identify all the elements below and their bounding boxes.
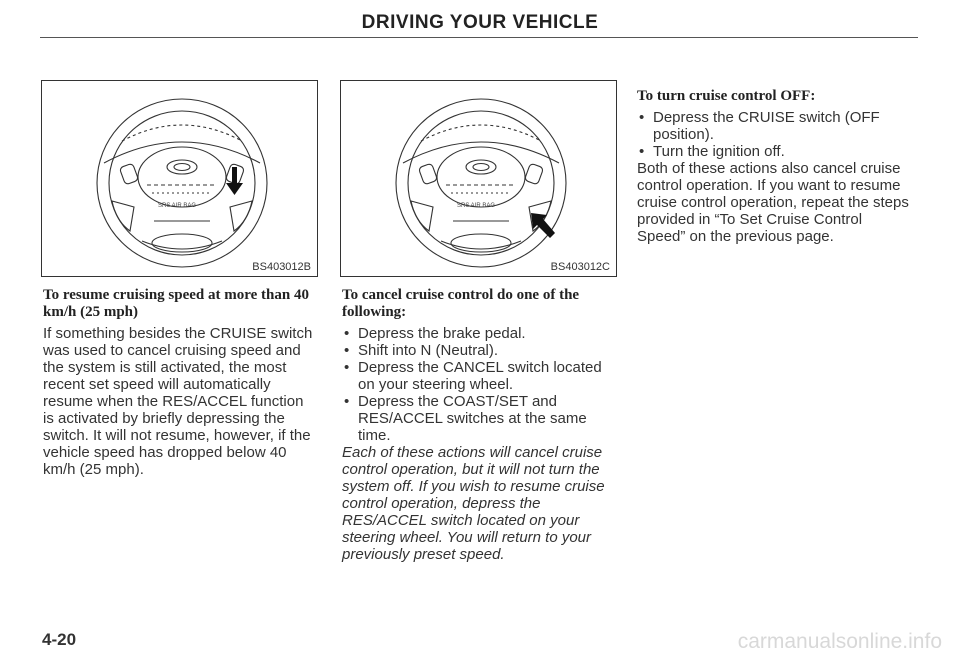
section-cancel-cruise: [342, 287, 622, 563]
section-cruise-off: [637, 88, 912, 245]
figure-code: BS403012C: [550, 261, 610, 273]
off-steps-list: [637, 109, 912, 160]
watermark: carmanualsonline.info: [737, 630, 942, 653]
list-item: • Depress the brake pedal.: [342, 325, 622, 342]
section-resume-cruising: [43, 287, 315, 478]
section-heading: To cancel cruise control do one of the following:: [342, 287, 580, 320]
list-item: • Turn the ignition off.: [637, 143, 912, 160]
figure-code: BS403012B: [252, 261, 311, 273]
steering-wheel-illustration: [341, 81, 616, 276]
figure-steering-wheel-cancel: [340, 80, 617, 277]
airbag-label: SRS AIR BAG: [457, 203, 496, 209]
cancel-steps-list: [342, 325, 622, 444]
section-body: Both of these actions also cancel cruise control operation. If you want to resume cruise control operation, repeat the steps provided in “To Set Cruise Control Speed” on the previous page.: [637, 160, 909, 245]
airbag-label: SRS AIR BAG: [158, 203, 197, 209]
section-body: If something besides the CRUISE switch was used to cancel cruising speed and the system is still activated, the most recent set speed will automatically resume when the RES/ACCEL function is activated by briefly depressing the switch. It will not resume, however, if the vehicle speed has dropped below 40 km/h (25 mph).: [43, 325, 313, 478]
steering-wheel-illustration: [42, 81, 317, 276]
page-number: 4-20: [42, 630, 77, 649]
page-header: DRIVING YOUR VEHICLE: [361, 12, 599, 33]
header-rule: [40, 37, 918, 38]
list-item: • Depress the CANCEL switch located on your steering wheel.: [342, 359, 622, 393]
section-note: Each of these actions will cancel cruise control operation, but it will not turn the system off. If you wish to resume cruise control operation, depress the RES/ACCEL switch located on your steering wheel. You will return to your previously preset speed.: [342, 444, 605, 563]
arrow-diagonal-icon: [531, 213, 555, 238]
list-item: • Depress the COAST/SET and RES/ACCEL switches at the same time.: [342, 393, 622, 444]
section-heading: To turn cruise control OFF:: [637, 88, 816, 104]
list-item: • Depress the CRUISE switch (OFF position).: [637, 109, 912, 143]
section-heading: To resume cruising speed at more than 40 km/h (25 mph): [43, 287, 309, 320]
list-item: • Shift into N (Neutral).: [342, 342, 622, 359]
figure-steering-wheel-resume: [41, 80, 318, 277]
